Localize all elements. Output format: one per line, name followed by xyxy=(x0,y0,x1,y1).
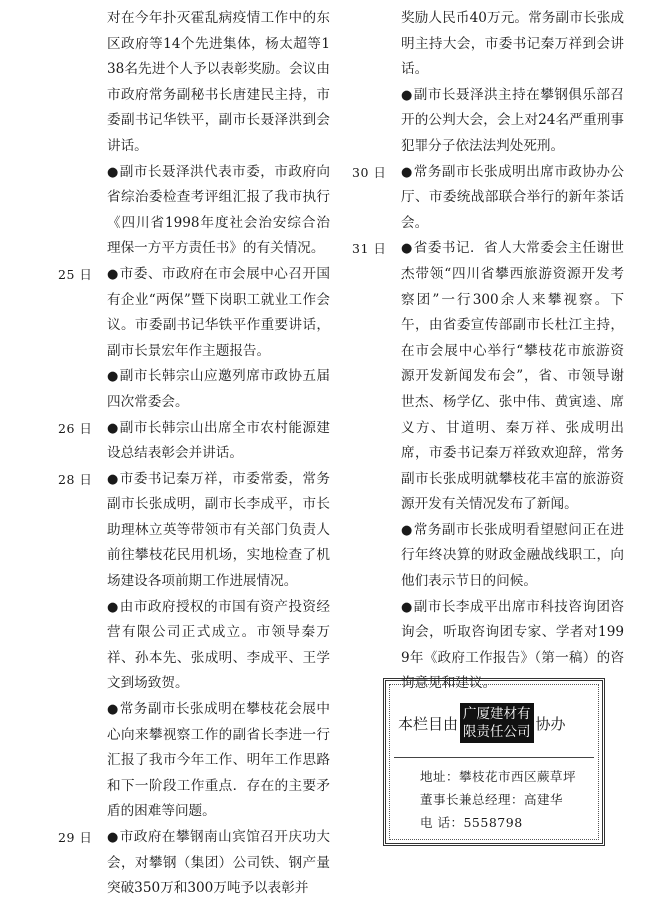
event-text: 副市长聂泽洪主持在攀钢俱乐部召开的公判大会，会上对24名严重刑事犯罪分子依法法判处死刑。 xyxy=(401,86,625,154)
sponsor-contact xyxy=(420,765,576,834)
sponsor-suffix: 协办 xyxy=(535,714,566,733)
sponsor-address: 地址：攀枝花市西区蕨草坪 xyxy=(420,769,577,784)
sponsor-divider xyxy=(394,757,594,758)
date-entry xyxy=(352,160,624,237)
event-paragraph xyxy=(107,416,330,467)
bullet-icon: ● xyxy=(107,164,119,180)
event-paragraph xyxy=(107,364,330,415)
event-text: 副市长李成平出席市科技咨询团咨询会，听取咨询团专家、学者对1999年《政府工作报告》（第一稿）的咨询意见和建议。 xyxy=(401,598,625,692)
bullet-icon: ● xyxy=(107,702,119,718)
event-text: 对在今年扑灭霍乱病疫情工作中的东区政府等14个先进集体，杨太超等138名先进个人予以表彰奖励。会议由市政府常务副秘书长唐建民主持，市委副书记华铁平，副市长聂泽洪到会讲话。 xyxy=(107,10,330,154)
entry-date: 29 日 xyxy=(58,830,93,845)
entry-date: 28 日 xyxy=(58,471,93,487)
bullet-icon: ● xyxy=(107,420,119,436)
event-text: 奖励人民币40万元。常务副市长张成明主持大会，市委书记秦万祥到会讲话。 xyxy=(401,10,624,78)
company-name-line2: 限责任公司 xyxy=(463,724,531,740)
entry-date: 31 日 xyxy=(352,241,387,257)
sponsor-line xyxy=(398,701,594,745)
event-text: 常务副市长张成明看望慰问正在进行年终决算的财政金融战线职工，向他们表示节日的问候。 xyxy=(401,521,625,590)
event-text: 市委书记秦万祥，市委常委，常务副市长张成明，副市长李成平，市长助理林立英等带领市有关部门负责人前往攀枝花民用机场，实地检查了机场建设各项前期工作进展情况。 xyxy=(107,470,331,590)
date-entry xyxy=(58,6,330,262)
event-text: 市政府在攀钢南山宾馆召开庆功大会，对攀钢（集团）公司铁、钢产量突破350万和300万吨予以表彰并 xyxy=(107,829,331,897)
event-text: 副市长聂泽洪代表市委，市政府向省综治委检查考评组汇报了我市执行《四川省1998年度社会治安综合治理保一方平方责任书》的有关情况。 xyxy=(107,163,331,257)
date-entry xyxy=(58,262,330,416)
sponsor-prefix: 本栏目由 xyxy=(398,714,459,733)
bullet-icon: ● xyxy=(107,471,119,487)
bullet-icon: ● xyxy=(401,599,413,615)
bullet-icon: ● xyxy=(107,266,119,282)
event-paragraph xyxy=(401,518,624,595)
event-paragraph xyxy=(107,160,330,262)
event-text: 副市长韩宗山出席全市农村能源建设总结表彰会并讲话。 xyxy=(107,419,331,462)
event-paragraph xyxy=(401,160,624,237)
left-column xyxy=(58,6,330,902)
sponsor-box xyxy=(383,678,605,846)
date-entry xyxy=(58,467,330,825)
bullet-icon: ● xyxy=(401,241,413,257)
event-paragraph xyxy=(401,83,624,160)
bullet-icon: ● xyxy=(401,522,413,538)
event-text: 常务副市长张成明在攀枝花会展中心向来攀视察工作的副省长李进一行汇报了我市今年工作、明年工作思路和下一阶段工作重点．存在的主要矛盾的困难等问题。 xyxy=(107,701,331,820)
company-name-tag xyxy=(460,703,534,743)
date-entry xyxy=(58,416,330,467)
event-text: 由市政府授权的市国有资产投资经营有限公司正式成立。市领导秦万祥、孙本先、张成明、李成平、王学文到场致贺。 xyxy=(107,598,331,692)
event-paragraph xyxy=(107,467,330,595)
date-entry xyxy=(352,236,624,697)
event-paragraph xyxy=(107,595,330,697)
event-paragraph xyxy=(107,6,330,160)
right-column xyxy=(352,6,624,697)
entry-date: 26 日 xyxy=(58,420,93,436)
event-text: 常务副市长张成明出席市政协办公厅、市委统战部联合举行的新年茶话会。 xyxy=(401,163,625,231)
sponsor-chairman: 董事长兼总经理：高建华 xyxy=(420,792,564,807)
event-text: 省委书记．省人大常委会主任谢世杰带领“四川省攀西旅游资源开发考察团”一行300余人来攀视察。下午，由省委宣传部副市长杜江主持，在市会展中心举行“攀枝花市旅游资源开发新闻发布会”，省、市领导谢世杰、杨学亿、张中伟、黄寅逵、席义方、甘道明、秦万祥、张成明出席，市委书记秦万祥致欢迎辞，常务副市长张成明就攀枝花丰富的旅游资源开发有关情况发布了新闻。 xyxy=(401,240,625,513)
sponsor-phone: 电 话：5558798 xyxy=(420,815,523,830)
event-paragraph xyxy=(401,6,624,83)
bullet-icon: ● xyxy=(401,87,413,103)
date-entry xyxy=(352,6,624,160)
event-paragraph xyxy=(401,236,624,518)
bullet-icon: ● xyxy=(107,599,119,615)
event-paragraph xyxy=(107,697,330,825)
entry-date: 25 日 xyxy=(58,266,93,282)
date-entry xyxy=(58,825,330,902)
event-text: 市委、市政府在市会展中心召开国有企业“两保”暨下岗职工就业工作会议。市委副书记华铁平作重要讲话，副市长景宏年作主题报告。 xyxy=(107,265,331,359)
event-paragraph xyxy=(107,825,330,902)
bullet-icon: ● xyxy=(107,369,119,385)
bullet-icon: ● xyxy=(107,830,119,845)
event-text: 副市长韩宗山应邀列席市政协五届四次常委会。 xyxy=(107,368,331,410)
company-name-line1: 广厦建材有 xyxy=(463,706,531,722)
bullet-icon: ● xyxy=(401,164,413,180)
event-paragraph xyxy=(107,262,330,364)
entry-date: 30 日 xyxy=(352,164,387,180)
